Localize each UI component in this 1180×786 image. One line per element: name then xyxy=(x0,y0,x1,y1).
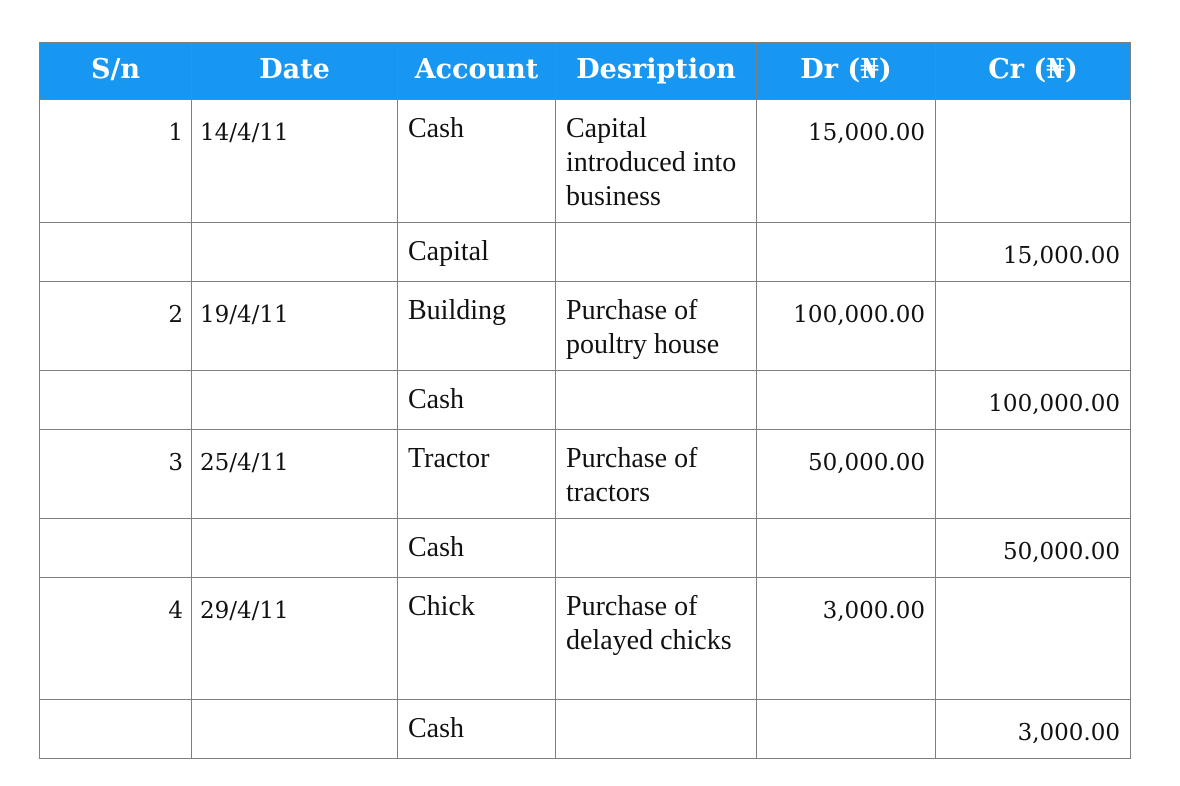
cell-dr xyxy=(757,700,936,759)
header-sn: S/n xyxy=(40,43,192,100)
cell-description: Purchase of tractors xyxy=(556,430,757,519)
table-row xyxy=(40,430,1131,519)
cell-description xyxy=(556,371,757,430)
cell-date xyxy=(192,223,398,282)
cell-dr xyxy=(757,223,936,282)
cell-account: Cash xyxy=(398,100,556,223)
cell-sn xyxy=(40,223,192,282)
cell-cr xyxy=(936,578,1131,700)
table-row xyxy=(40,700,1131,759)
cell-date: 14/4/11 xyxy=(192,100,398,223)
table-body xyxy=(40,100,1131,759)
header-row xyxy=(40,43,1131,100)
cell-account: Building xyxy=(398,282,556,371)
header-dr: Dr (₦) xyxy=(757,43,936,100)
header-account: Account xyxy=(398,43,556,100)
cell-description: Purchase of delayed chicks xyxy=(556,578,757,700)
cell-account: Cash xyxy=(398,519,556,578)
cell-dr: 3,000.00 xyxy=(757,578,936,700)
cell-cr: 15,000.00 xyxy=(936,223,1131,282)
table-row xyxy=(40,282,1131,371)
cell-date xyxy=(192,371,398,430)
journal-table xyxy=(39,42,1131,759)
cell-date: 25/4/11 xyxy=(192,430,398,519)
cell-cr xyxy=(936,100,1131,223)
cell-sn: 4 xyxy=(40,578,192,700)
cell-cr: 3,000.00 xyxy=(936,700,1131,759)
cell-cr: 50,000.00 xyxy=(936,519,1131,578)
cell-sn xyxy=(40,519,192,578)
header-cr: Cr (₦) xyxy=(936,43,1131,100)
cell-cr xyxy=(936,430,1131,519)
cell-cr: 100,000.00 xyxy=(936,371,1131,430)
cell-date: 29/4/11 xyxy=(192,578,398,700)
cell-sn: 3 xyxy=(40,430,192,519)
cell-description xyxy=(556,519,757,578)
cell-account: Capital xyxy=(398,223,556,282)
table-row xyxy=(40,519,1131,578)
cell-account: Tractor xyxy=(398,430,556,519)
cell-date xyxy=(192,519,398,578)
cell-description xyxy=(556,223,757,282)
cell-account: Chick xyxy=(398,578,556,700)
cell-sn xyxy=(40,371,192,430)
cell-date: 19/4/11 xyxy=(192,282,398,371)
table-header xyxy=(40,43,1131,100)
header-description: Desription xyxy=(556,43,757,100)
cell-dr xyxy=(757,371,936,430)
cell-sn xyxy=(40,700,192,759)
cell-account: Cash xyxy=(398,371,556,430)
cell-account: Cash xyxy=(398,700,556,759)
cell-description: Capital introduced into business xyxy=(556,100,757,223)
table-row xyxy=(40,578,1131,700)
cell-description: Purchase of poultry house xyxy=(556,282,757,371)
cell-dr: 15,000.00 xyxy=(757,100,936,223)
cell-dr: 50,000.00 xyxy=(757,430,936,519)
cell-sn: 1 xyxy=(40,100,192,223)
table-row xyxy=(40,371,1131,430)
table-row xyxy=(40,100,1131,223)
cell-description xyxy=(556,700,757,759)
cell-date xyxy=(192,700,398,759)
cell-sn: 2 xyxy=(40,282,192,371)
table-row xyxy=(40,223,1131,282)
cell-dr: 100,000.00 xyxy=(757,282,936,371)
cell-dr xyxy=(757,519,936,578)
header-date: Date xyxy=(192,43,398,100)
cell-cr xyxy=(936,282,1131,371)
